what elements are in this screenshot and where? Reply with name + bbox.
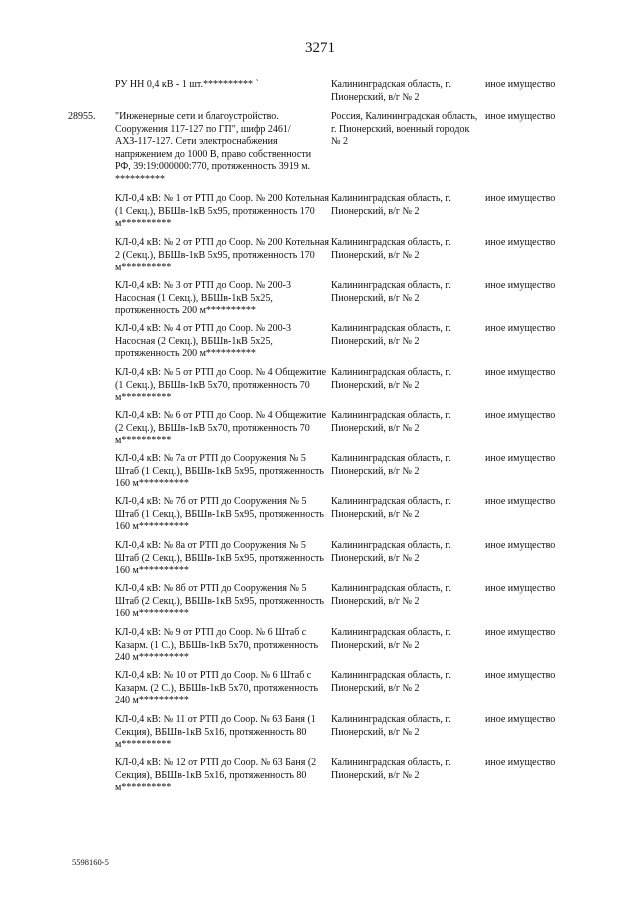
item-location: Калининградская область, г. Пионерский, в/г № 2: [331, 496, 451, 520]
row-number: 28955.: [68, 111, 96, 122]
item-type: иное имущество: [485, 193, 556, 204]
item-description: КЛ-0,4 кВ: № 2 от РТП до Соор. № 200 Котельная 2 (Секц.), ВБШв-1кВ 5х95, протяженность 170 м**********: [115, 237, 329, 273]
page-number: 3271: [305, 40, 335, 56]
item-type: иное имущество: [485, 540, 556, 551]
item-location: Калининградская область, г. Пионерский, в/г № 2: [331, 410, 451, 434]
item-type: иное имущество: [485, 496, 556, 507]
item-description: КЛ-0,4 кВ: № 12 от РТП до Соор. № 63 Баня (2 Секция), ВБШв-1кВ 5х16, протяженность 80 м**********: [115, 757, 317, 793]
item-type: иное имущество: [485, 280, 556, 291]
item-description: "Инженерные сети и благоустройство. Сооружения 117-127 по ГП", шифр 2461/АХЗ-117-127. Сети электроснабжения напряжением до 1000 В, право собственности РФ, 39:19:000000:770, протяженность 3919 м. **********: [115, 111, 312, 185]
item-type: иное имущество: [485, 111, 556, 122]
item-location: Калининградская область, г. Пионерский, в/г № 2: [331, 237, 451, 261]
item-description: КЛ-0,4 кВ: № 8а от РТП до Сооружения № 5 Штаб (2 Секц.), ВБШв-1кВ 5х95, протяженность 160 м**********: [115, 540, 324, 576]
item-description: КЛ-0,4 кВ: № 7а от РТП до Сооружения № 5 Штаб (1 Секц.), ВБШв-1кВ 5х95, протяженность 160 м**********: [115, 453, 324, 489]
item-location: Калининградская область, г. Пионерский, в/г № 2: [331, 583, 451, 607]
item-location: Калининградская область, г. Пионерский, в/г № 2: [331, 367, 451, 391]
item-description: КЛ-0,4 кВ: № 11 от РТП до Соор. № 63 Баня (1 Секция), ВБШв-1кВ 5х16, протяженность 80 м**********: [115, 714, 316, 750]
item-location: Россия, Калининградская область, г. Пионерский, военный городок № 2: [331, 111, 478, 147]
item-type: иное имущество: [485, 367, 556, 378]
item-location: Калининградская область, г. Пионерский, в/г № 2: [331, 757, 451, 781]
item-description: РУ НН 0,4 кВ - 1 шт.********** `: [115, 79, 259, 90]
item-location: Калининградская область, г. Пионерский, в/г № 2: [331, 540, 451, 564]
item-type: иное имущество: [485, 410, 556, 421]
item-description: КЛ-0,4 кВ: № 7б от РТП до Сооружения № 5 Штаб (1 Секц.), ВБШв-1кВ 5х95, протяженность 160 м**********: [115, 496, 324, 532]
item-description: КЛ-0,4 кВ: № 1 от РТП до Соор. № 200 Котельная (1 Секц.), ВБШв-1кВ 5х95, протяженность 170 м**********: [115, 193, 329, 229]
item-description: КЛ-0,4 кВ: № 4 от РТП до Соор. № 200-3 Насосная (2 Секц.), ВБШв-1кВ 5х25, протяженность 200 м**********: [115, 323, 292, 359]
item-location: Калининградская область, г. Пионерский, в/г № 2: [331, 627, 451, 651]
item-type: иное имущество: [485, 670, 556, 681]
item-description: КЛ-0,4 кВ: № 9 от РТП до Соор. № 6 Штаб с Казарм. (1 С.), ВБШв-1кВ 5х70, протяженность 240 м**********: [115, 627, 319, 663]
item-type: иное имущество: [485, 79, 556, 90]
item-description: КЛ-0,4 кВ: № 5 от РТП до Соор. № 4 Общежитие (1 Секц.), ВБШв-1кВ 5х70, протяженность 70 м**********: [115, 367, 327, 403]
item-type: иное имущество: [485, 237, 556, 248]
footer-code: 5598160-5: [72, 857, 109, 867]
item-description: КЛ-0,4 кВ: № 10 от РТП до Соор. № 6 Штаб с Казарм. (2 С.), ВБШв-1кВ 5х70, протяженность 240 м**********: [115, 670, 319, 706]
item-type: иное имущество: [485, 583, 556, 594]
item-location: Калининградская область, г. Пионерский, в/г № 2: [331, 670, 451, 694]
item-location: Калининградская область, г. Пионерский, в/г № 2: [331, 453, 451, 477]
item-location: Калининградская область, г. Пионерский, в/г № 2: [331, 193, 451, 217]
item-location: Калининградская область, г. Пионерский, в/г № 2: [331, 79, 451, 103]
item-description: КЛ-0,4 кВ: № 8б от РТП до Сооружения № 5 Штаб (2 Секц.), ВБШв-1кВ 5х95, протяженность 160 м**********: [115, 583, 324, 619]
item-location: Калининградская область, г. Пионерский, в/г № 2: [331, 280, 451, 304]
item-description: КЛ-0,4 кВ: № 6 от РТП до Соор. № 4 Общежитие (2 Секц.), ВБШв-1кВ 5х70, протяженность 70 м**********: [115, 410, 327, 446]
item-type: иное имущество: [485, 714, 556, 725]
item-location: Калининградская область, г. Пионерский, в/г № 2: [331, 323, 451, 347]
item-type: иное имущество: [485, 323, 556, 334]
item-type: иное имущество: [485, 627, 556, 638]
item-location: Калининградская область, г. Пионерский, в/г № 2: [331, 714, 451, 738]
item-type: иное имущество: [485, 757, 556, 768]
item-type: иное имущество: [485, 453, 556, 464]
item-description: КЛ-0,4 кВ: № 3 от РТП до Соор. № 200-3 Насосная (1 Секц.), ВБШв-1кВ 5х25, протяженность 200 м**********: [115, 280, 292, 316]
